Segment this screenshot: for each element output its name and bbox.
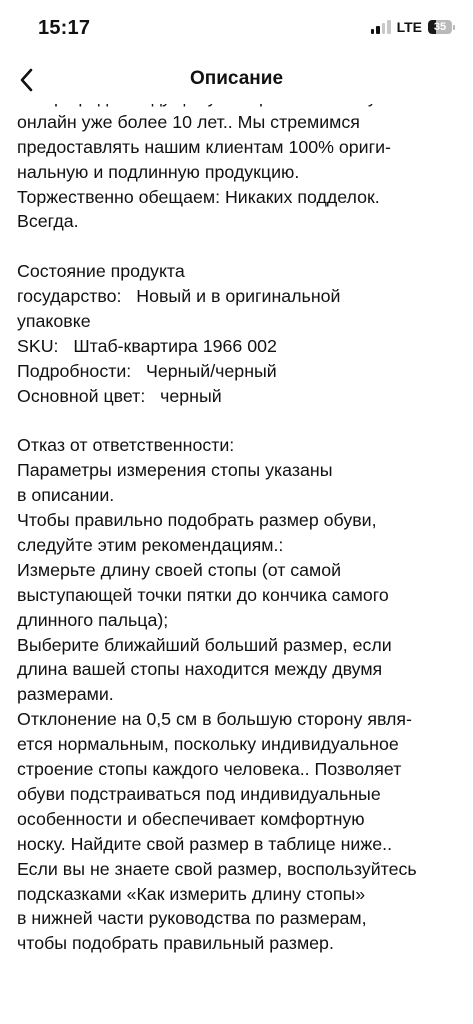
description-line: чтобы подобрать правильный размер. — [17, 933, 334, 954]
description-line: строение стопы каждого человека.. Позволяет — [17, 759, 402, 780]
description-line: Всегда. — [17, 211, 79, 232]
description-line: носку. Найдите свой размер в таблице ниже.. — [17, 833, 393, 854]
description-line: в описании. — [17, 485, 115, 506]
cellular-signal-icon — [371, 20, 391, 34]
network-type-label: LTE — [396, 19, 422, 35]
page-title: Описание — [189, 68, 284, 89]
description-lines — [17, 110, 463, 956]
description-line: Отклонение на 0,5 см в большую сторону явля- — [17, 709, 412, 730]
description-line: государство: Новый и в оригинальной — [17, 286, 341, 307]
description-line — [17, 409, 463, 434]
description-line: ется нормальным, поскольку индивидуальное — [17, 734, 399, 755]
description-line: Чтобы правильно подобрать размер обуви, — [17, 510, 377, 531]
description-line: Основной цвет: черный — [17, 385, 222, 406]
status-bar — [0, 0, 473, 58]
description-line: Выберите ближайший больший размер, если — [17, 634, 392, 655]
description-line: следуйте этим рекомендациям.: — [17, 535, 284, 556]
description-line: нальную и подлинную продукцию. — [17, 161, 300, 182]
description-line: длинного пальца); — [17, 609, 169, 630]
description-line: Торжественно обещаем: Никаких подделок. — [17, 186, 380, 207]
status-indicators — [371, 19, 455, 35]
description-line: онлайн уже более 10 лет.. Мы стремимся — [17, 111, 360, 132]
description-line: Измерьте длину своей стопы (от самой — [17, 559, 342, 580]
status-time: 15:17 — [38, 17, 91, 39]
description-line: особенности и обеспечивает комфортную — [17, 808, 365, 829]
description-line: предоставлять нашим клиентам 100% ориги- — [17, 136, 391, 157]
description-line — [17, 234, 463, 259]
description-text — [17, 85, 463, 956]
description-line: Параметры измерения стопы указаны — [17, 460, 333, 481]
battery-icon — [428, 20, 455, 34]
description-line: размерами. — [17, 684, 114, 705]
description-line: SKU: Штаб-квартира 1966 002 — [17, 335, 277, 356]
description-line: подсказками «Как измерить длину стопы» — [17, 883, 366, 904]
description-line: упаковке — [17, 311, 91, 332]
description-line: Если вы не знаете свой размер, воспользуйтесь — [17, 858, 417, 879]
description-line: Состояние продукта — [17, 261, 185, 282]
description-line: выступающей точки пятки до кончика самого — [17, 584, 389, 605]
description-line: обуви подстраиваться под индивидуальные — [17, 783, 381, 804]
description-line: Отказ от ответственности: — [17, 435, 235, 456]
navigation-bar — [0, 58, 473, 104]
battery-percentage: 35 — [433, 21, 447, 33]
description-line: длина вашей стопы находится между двумя — [17, 659, 383, 680]
description-line: в нижней части руководства по размерам, — [17, 908, 367, 929]
description-line: Подробности: Черный/черный — [17, 360, 277, 381]
